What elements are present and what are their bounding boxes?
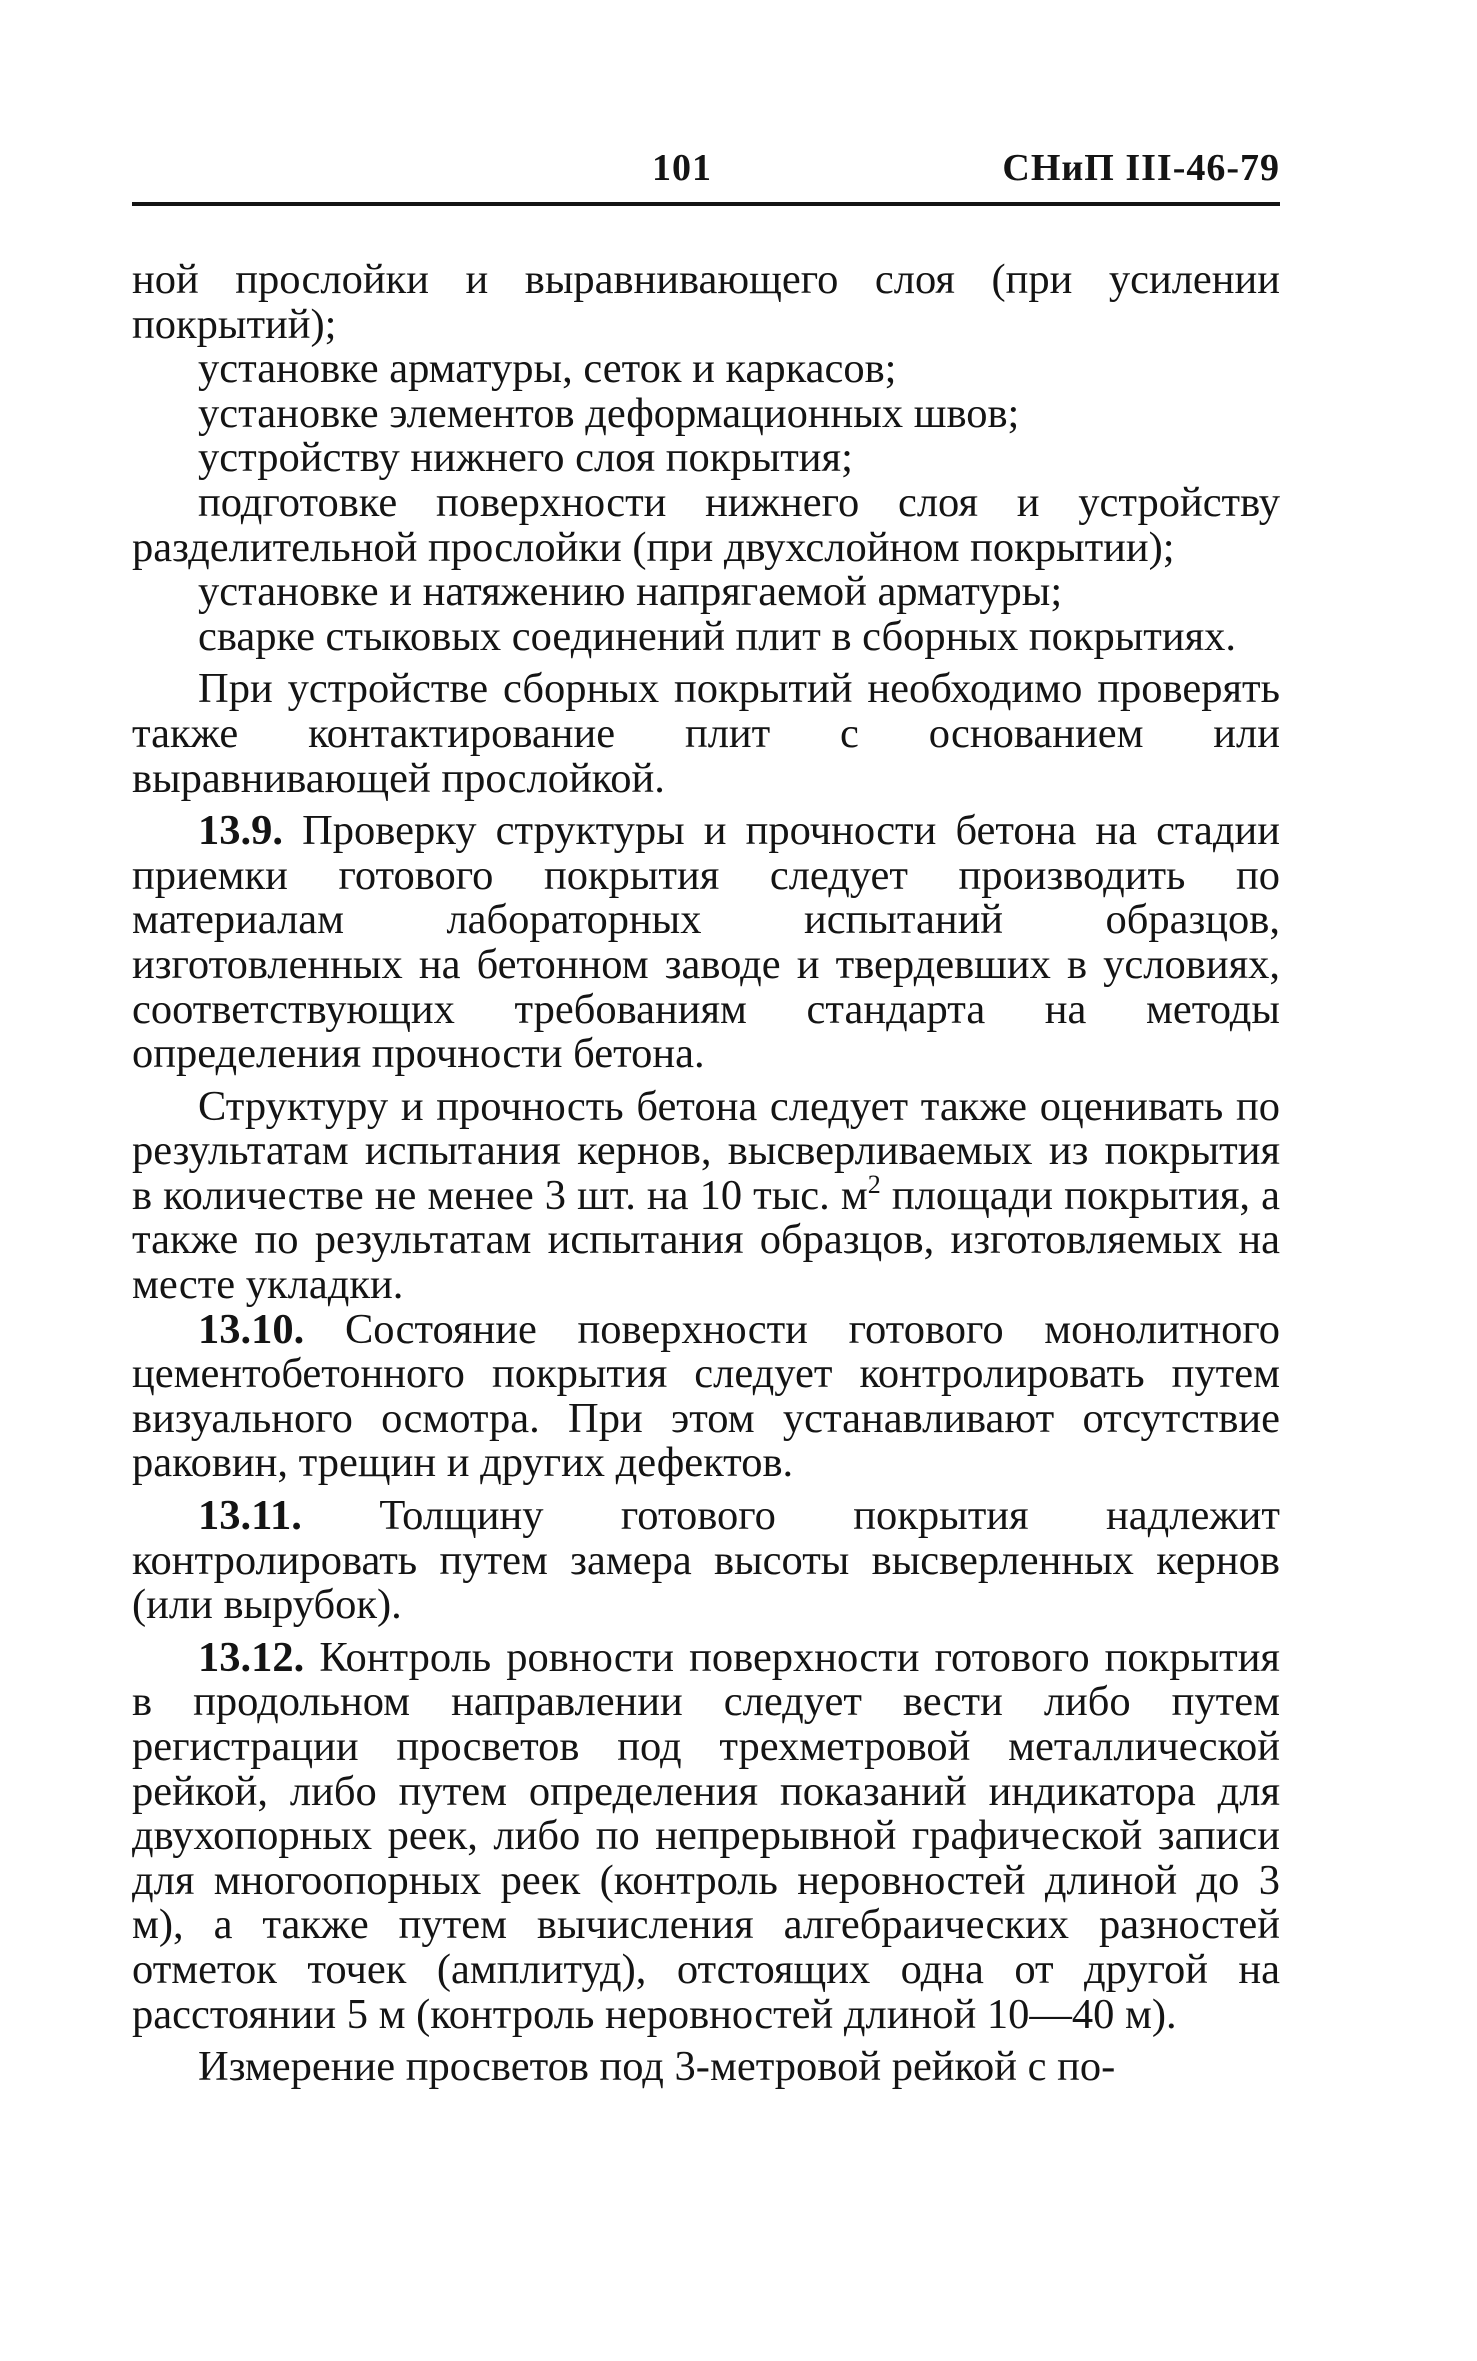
section-number: 13.12.	[198, 1633, 305, 1681]
paragraph-cores	[132, 1082, 1280, 1309]
list-item: устройству нижнего слоя покрытия;	[198, 434, 853, 482]
section-number: 13.11.	[198, 1492, 302, 1540]
section-text: Состояние поверхности готового монолитного цементобетонного покрытия следует контролировать путем визуального осмотра. При этом устанавливают отсутствие раковин, трещин и других дефектов.	[132, 1305, 1281, 1487]
section-text: Проверку структуры и прочности бетона на стадии приемки готового покрытия следует производить по материалам лабораторных испытаний образцов, изготовленных на бетонном заводе и твердевших в условиях, соответствующих требованиям стандарта на методы определения прочности бетона.	[132, 807, 1281, 1078]
section-13-9	[132, 809, 1280, 1077]
section-text: Толщину готового покрытия надлежит контролировать путем замера высоты высверленных кернов (или вырубок).	[132, 1492, 1280, 1629]
page-number: 101	[652, 147, 712, 189]
paragraph-last: Измерение просветов под 3-метровой рейкой с по-	[198, 2043, 1116, 2091]
superscript: 2	[867, 1169, 881, 1199]
section-number: 13.10.	[198, 1305, 305, 1353]
list-item: установке элементов деформационных швов;	[198, 389, 1020, 437]
document-code: СНиП III-46-79	[1002, 147, 1280, 189]
section-13-12	[132, 1633, 1280, 2038]
list-item: сварке стыковых соединений плит в сборных покрытиях.	[198, 612, 1237, 660]
paragraph-text: Структуру и прочность бетона следует также оценивать по результатам испытания кернов, высверливаемых из покрытия в количестве не менее 3 шт. на 10 тыс. м	[132, 1082, 1280, 1219]
section-13-10	[132, 1305, 1281, 1487]
list-item: подготовке поверхности нижнего слоя и устройству разделительной прослойки (при двухслойном покрытии);	[132, 478, 1280, 571]
list-item: установке и натяжению напрягаемой арматуры;	[198, 568, 1063, 616]
header-rule	[132, 202, 1280, 206]
body-text	[132, 258, 1280, 2090]
document-page	[132, 140, 1281, 2091]
paragraph-precast: При устройстве сборных покрытий необходимо проверять также контактирование плит с основанием или выравнивающей прослойкой.	[132, 665, 1280, 802]
section-13-11	[132, 1494, 1280, 1628]
list-item: установке арматуры, сеток и каркасов;	[198, 345, 897, 393]
section-number: 13.9.	[198, 807, 283, 855]
page-header	[132, 140, 1280, 210]
paragraph-continued: ной прослойки и выравнивающего слоя (при усилении покрытий);	[132, 256, 1280, 348]
section-text: Контроль ровности поверхности готового покрытия в продольном направлении следует вести либо путем регистрации просветов под трехметровой металлической рейкой, либо путем определения показаний индикатора для двухопорных реек, либо по непрерывной графической записи для многоопорных реек (контроль неровностей длиной до 3 м), а также путем вычисления алгебраических разностей отметок точек (амплитуд), отстоящих одна от другой на расстоянии 5 м (контроль неровностей длиной 10—40 м).	[132, 1633, 1280, 2038]
paragraph-text: площади покрытия, а также по результатам испытания образцов, изготовляемых на месте укладки.	[132, 1171, 1280, 1309]
